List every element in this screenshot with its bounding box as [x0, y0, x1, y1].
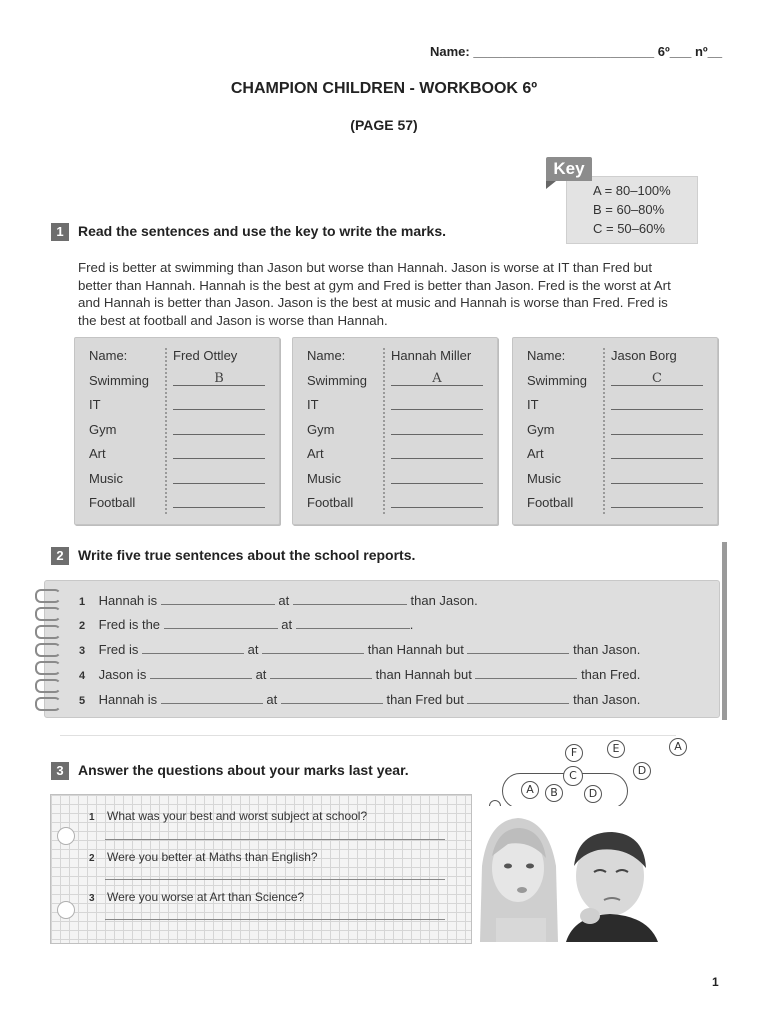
sentence-row [79, 691, 640, 707]
key-box [566, 176, 698, 244]
sentence-text: Fred is [98, 642, 139, 657]
section-2-number: 2 [51, 547, 69, 565]
grade-bubble: C [563, 766, 583, 786]
sentence-number: 1 [79, 596, 86, 608]
binder-hole [57, 901, 75, 919]
sentence-text: . [409, 617, 414, 632]
sentence-row [79, 616, 413, 632]
question [89, 890, 304, 904]
spiral-ring [35, 607, 61, 621]
page-number: 1 [712, 975, 719, 989]
sentence-text: at [281, 617, 293, 632]
subject-label: IT [89, 397, 101, 412]
subject-label: Art [307, 446, 324, 461]
mark-field[interactable] [611, 469, 703, 484]
spiral-ring [35, 697, 61, 711]
subject-label: Gym [307, 422, 335, 437]
subject-label: Football [527, 495, 574, 510]
question-text: Were you worse at Art than Science? [107, 890, 305, 904]
sentence-text: Fred is the [98, 617, 161, 632]
mark-field[interactable] [173, 420, 265, 435]
page-subtitle: (PAGE 57) [350, 117, 418, 133]
subject-label: IT [527, 397, 539, 412]
answer-line[interactable] [105, 919, 445, 920]
mark-field[interactable] [391, 420, 483, 435]
answer-blank[interactable] [262, 641, 364, 654]
subject-label: Art [89, 446, 106, 461]
sentence-text: than Jason. [410, 593, 478, 608]
sentence-text: than Fred but [386, 692, 464, 707]
key-tag: Key [546, 157, 592, 181]
sentence-text: at [278, 593, 290, 608]
answer-blank[interactable] [270, 666, 372, 679]
answer-blank[interactable] [296, 616, 410, 629]
mark-field[interactable] [173, 395, 265, 410]
answer-blank[interactable] [161, 691, 263, 704]
mark-field[interactable] [391, 444, 483, 459]
answer-line[interactable] [105, 879, 445, 880]
children-illustration [478, 806, 666, 942]
subject-label: Swimming [307, 373, 367, 388]
key-item: C = 50–60% [593, 221, 665, 236]
key-item: B = 60–80% [593, 202, 665, 217]
spiral-ring [35, 643, 61, 657]
question [89, 809, 367, 823]
section-2-instruction: Write five true sentences about the school reports. [78, 547, 416, 563]
card-name-label: Name: [307, 348, 346, 363]
mark-field[interactable] [611, 395, 703, 410]
question-number: 1 [89, 812, 95, 823]
report-card-hannah [292, 337, 498, 525]
answer-blank[interactable] [150, 666, 252, 679]
answer-line[interactable] [105, 839, 445, 840]
mark-field[interactable]: A [391, 371, 483, 386]
grade-bubble: B [545, 784, 563, 802]
margin-bar [722, 542, 727, 720]
children-photo [478, 806, 666, 942]
mark-field[interactable]: B [173, 371, 265, 386]
answer-blank[interactable] [475, 666, 577, 679]
section-3-instruction: Answer the questions about your marks last year. [78, 762, 409, 778]
report-card-fred [74, 337, 280, 525]
sentence-text: Jason is [98, 667, 147, 682]
sentence-number: 2 [79, 620, 86, 632]
spiral-ring [35, 679, 61, 693]
subject-label: IT [307, 397, 319, 412]
answer-blank[interactable] [293, 592, 407, 605]
grade-bubble: D [633, 762, 651, 780]
sentence-row [79, 592, 478, 608]
grade-bubble: F [565, 744, 583, 762]
spiral-ring [35, 589, 61, 603]
sentence-text: at [266, 692, 278, 707]
sentence-row [79, 641, 640, 657]
name-field-line: Name: _________________________ 6º___ nº__ [430, 44, 723, 59]
subject-label: Swimming [89, 373, 149, 388]
sentence-text: at [255, 667, 267, 682]
mark-field[interactable] [611, 420, 703, 435]
answer-blank[interactable] [467, 691, 569, 704]
card-divider [603, 348, 605, 514]
sentence-number: 5 [79, 695, 86, 707]
subject-label: Football [307, 495, 354, 510]
key-item: A = 80–100% [593, 183, 671, 198]
section-1-paragraph: Fred is better at swimming than Jason but worse than Hannah. Jason is worse at IT than Fred but better than Hannah. Hannah is the best at gym and Fred is better than Jason. Fred is the worst at Art and Hannah is better than Jason. Jason is the best at music and Hannah is worse than Fred. Fred is the best at football and Jason is worse than Hannah. [78, 260, 671, 328]
subject-label: Music [89, 471, 123, 486]
sentence-row [79, 666, 640, 682]
sentence-text: than Hannah but [375, 667, 472, 682]
sentence-number: 4 [79, 670, 86, 682]
mark-field[interactable] [173, 469, 265, 484]
question-text: Were you better at Maths than English? [107, 850, 318, 864]
sentence-text: at [247, 642, 259, 657]
section-1-number: 1 [51, 223, 69, 241]
grade-bubble: D [584, 785, 602, 803]
sentence-text: than Jason. [573, 692, 641, 707]
question-number: 2 [89, 853, 95, 864]
card-name-label: Name: [527, 348, 566, 363]
card-divider [383, 348, 385, 514]
mark-field[interactable]: C [611, 371, 703, 386]
sentence-number: 3 [79, 645, 86, 657]
sentence-text: than Jason. [573, 642, 641, 657]
page-title: CHAMPION CHILDREN - WORKBOOK 6º [230, 80, 538, 97]
answer-blank[interactable] [281, 691, 383, 704]
grade-bubble: A [669, 738, 687, 756]
mark-field[interactable] [391, 469, 483, 484]
subject-label: Music [307, 471, 341, 486]
question-text: What was your best and worst subject at school? [107, 809, 368, 823]
sentence-text: Hannah is [98, 593, 158, 608]
questions-graph-paper [50, 794, 472, 944]
answer-blank[interactable] [161, 592, 275, 605]
card-student-name: Fred Ottley [173, 348, 238, 363]
card-student-name: Hannah Miller [391, 348, 472, 363]
answer-blank[interactable] [142, 641, 244, 654]
answer-blank[interactable] [164, 616, 278, 629]
answer-blank[interactable] [467, 641, 569, 654]
question-number: 3 [89, 893, 95, 904]
spiral-ring [35, 661, 61, 675]
sentence-text: than Hannah but [367, 642, 464, 657]
report-card-jason [512, 337, 718, 525]
subject-label: Swimming [527, 373, 587, 388]
section-3-number: 3 [51, 762, 69, 780]
mark-field[interactable] [391, 493, 483, 508]
binder-hole [57, 827, 75, 845]
sentences-notepad [44, 580, 720, 718]
mark-field[interactable] [611, 444, 703, 459]
grade-bubble: A [521, 781, 539, 799]
card-student-name: Jason Borg [611, 348, 677, 363]
card-divider [165, 348, 167, 514]
mark-field[interactable] [173, 493, 265, 508]
subject-label: Gym [527, 422, 555, 437]
sentence-text: than Fred. [581, 667, 641, 682]
question [89, 850, 318, 864]
grade-bubble: E [607, 740, 625, 758]
mark-field[interactable] [611, 493, 703, 508]
section-1-instruction: Read the sentences and use the key to write the marks. [78, 223, 447, 239]
spiral-ring [35, 625, 61, 639]
mark-field[interactable] [391, 395, 483, 410]
divider [60, 735, 676, 736]
subject-label: Music [527, 471, 561, 486]
card-name-label: Name: [89, 348, 128, 363]
sentence-text: Hannah is [98, 692, 158, 707]
subject-label: Football [89, 495, 136, 510]
subject-label: Gym [89, 422, 117, 437]
mark-field[interactable] [173, 444, 265, 459]
subject-label: Art [527, 446, 544, 461]
